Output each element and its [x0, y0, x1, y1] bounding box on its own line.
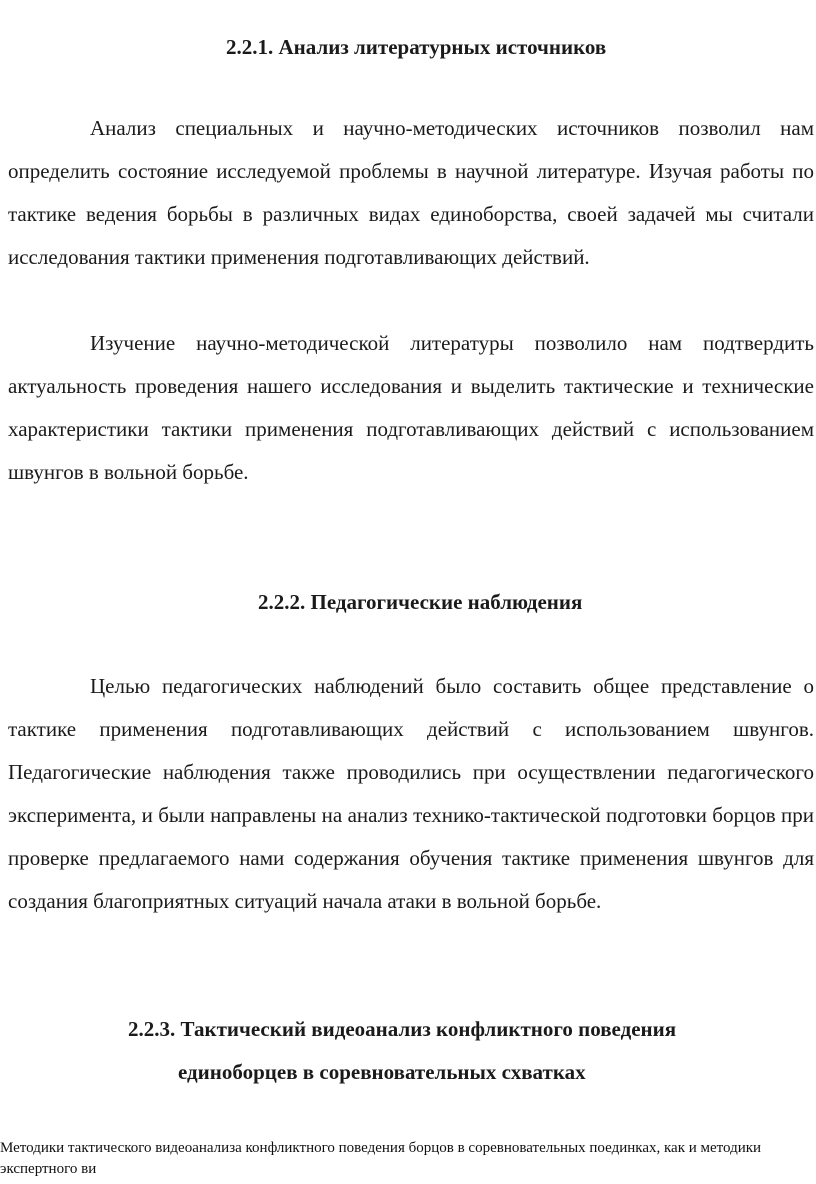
- section-2-2-2-paragraph-1: Целью педагогических наблюдений было составить общее представление о тактике применения подготавливающих действий с использованием швунгов. Педагогические наблюдения также проводились при осуществлении педагогического эксперимента, и были направлены на анализ технико-тактической подготовки борцов при проверке предлагаемого нами содержания обучения тактике применения швунгов для создания благоприятных ситуаций начала атаки в вольной борьбе.: [8, 674, 814, 913]
- page-footer-snippet: Методики тактического видеоанализа конфликтного поведения борцов в соревновательных поединках, как и методики экспертного ви: [0, 1140, 762, 1177]
- section-2-2-3-heading-line-1: 2.2.3. Тактический видеоанализ конфликтного поведения: [128, 1017, 677, 1041]
- section-2-2-3-heading-line-2: единоборцев в соревновательных схватках: [178, 1060, 586, 1084]
- section-2-2-1-paragraph-2: Изучение научно-методической литературы позволило нам подтвердить актуальность проведения нашего исследования и выделить тактические и технические характеристики тактики применения подготавливающих действий с использованием швунгов в вольной борьбе.: [8, 331, 814, 484]
- section-2-2-1-heading: 2.2.1. Анализ литературных источников: [226, 35, 607, 59]
- section-2-2-2-heading: 2.2.2. Педагогические наблюдения: [258, 590, 583, 614]
- section-2-2-1-paragraph-1: Анализ специальных и научно-методических источников позволил нам определить состояние исследуемой проблемы в научной литературе. Изучая работы по тактике ведения борьбы в различных видах единоборства, своей задачей мы считали исследования тактики применения подготавливающих действий.: [8, 116, 814, 269]
